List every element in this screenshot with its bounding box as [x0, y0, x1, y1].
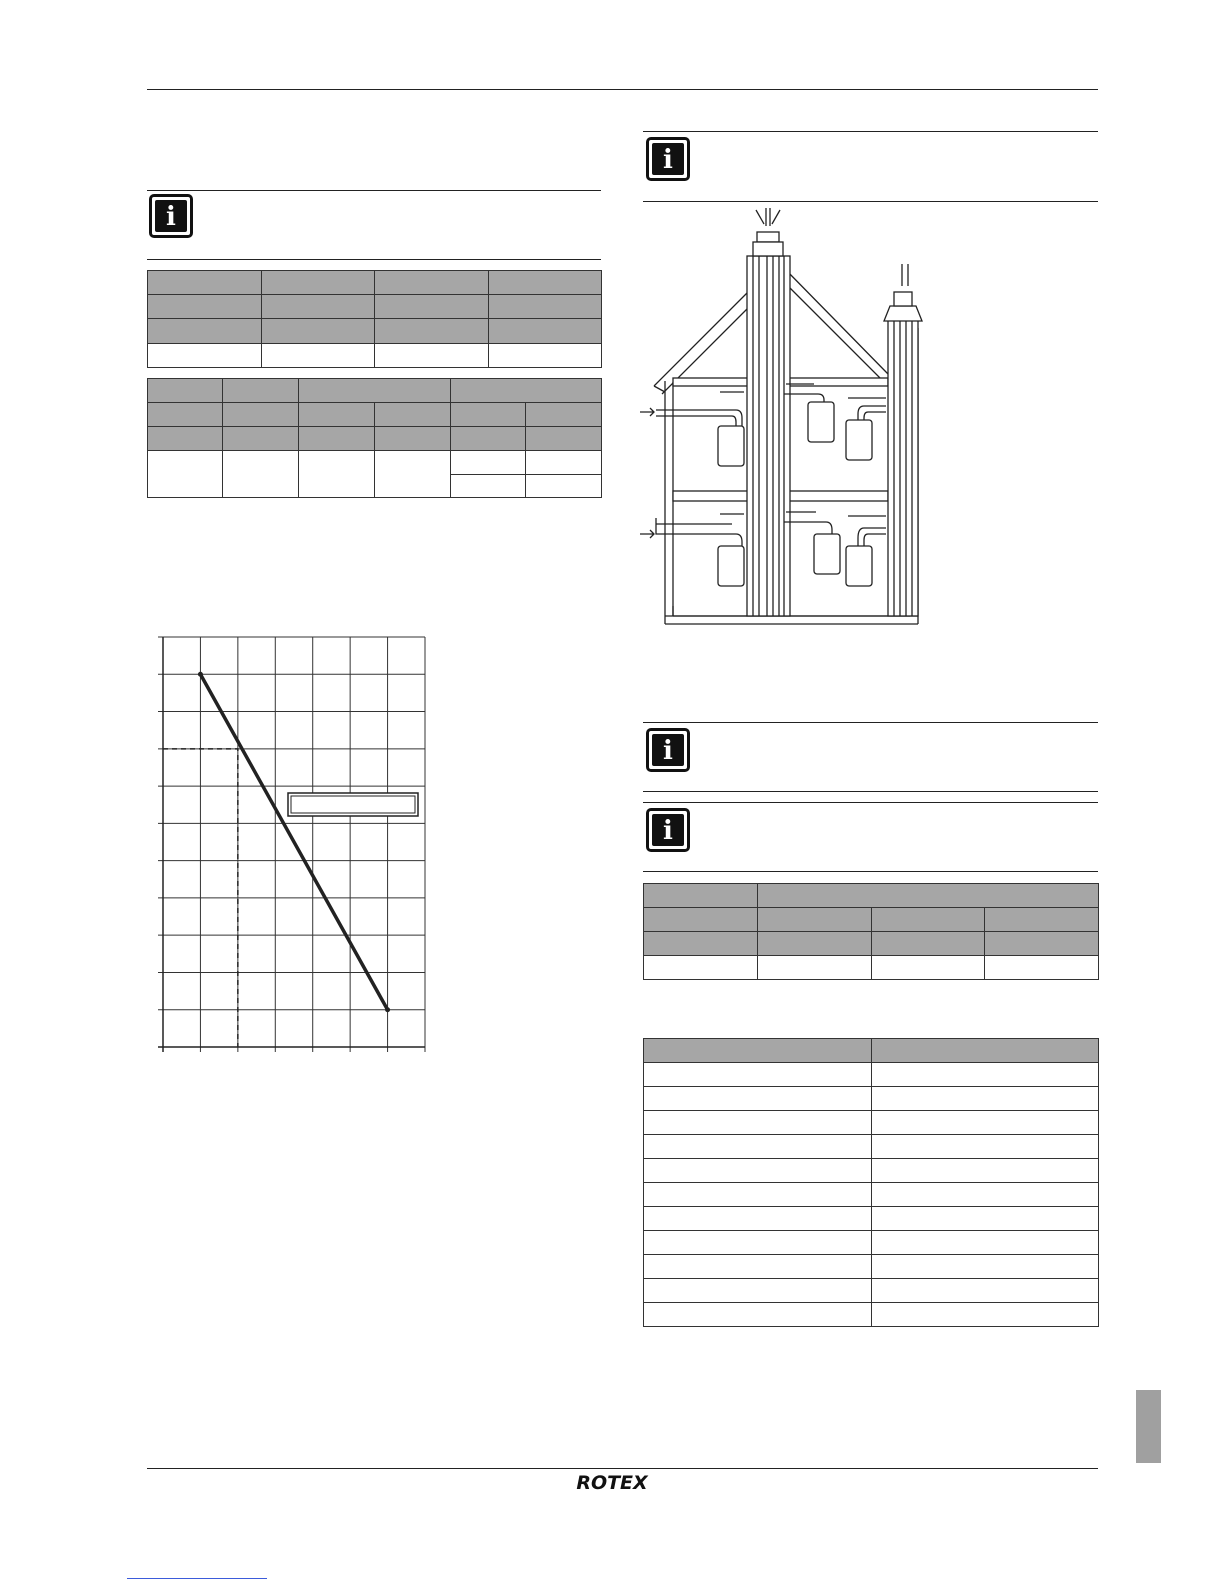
- series-line-characteristic: [200, 674, 387, 1009]
- arrow-right-icon: [640, 530, 654, 538]
- table-row: [644, 1087, 1099, 1111]
- floor-slab: [673, 378, 755, 386]
- table-row: [644, 1303, 1099, 1327]
- table-c: [643, 883, 1099, 980]
- flue-pipe: [784, 522, 832, 534]
- floor-slab: [784, 378, 888, 386]
- table-row: [148, 344, 602, 368]
- boiler-unit: [718, 546, 744, 586]
- header-rule: [147, 89, 1098, 90]
- roof-eave: [654, 386, 665, 392]
- table-row: [644, 1279, 1099, 1303]
- chimney-cap: [757, 232, 779, 242]
- note-rule-top: [643, 722, 1098, 723]
- flue-pipe: [656, 518, 742, 546]
- note-rule-bottom: [643, 871, 1098, 872]
- table-row: [148, 319, 602, 344]
- brand-logo: ROTEX: [576, 1472, 648, 1494]
- table-row: [644, 1039, 1099, 1063]
- info-icon: i: [646, 808, 690, 852]
- table-row: [644, 908, 1099, 932]
- boiler-unit: [808, 402, 834, 442]
- table-row: [148, 403, 602, 427]
- table-row: [644, 1135, 1099, 1159]
- info-icon: i: [646, 137, 690, 181]
- table-row: [644, 1111, 1099, 1135]
- floor-slab: [784, 491, 888, 501]
- table-row: [148, 295, 602, 319]
- boiler-unit: [846, 546, 872, 586]
- flue-installation-diagram: [636, 206, 936, 628]
- footer-rule: [147, 1468, 1098, 1469]
- data-point: [198, 672, 203, 677]
- chimney-cap: [753, 242, 783, 256]
- chimney-right: [888, 316, 918, 616]
- table-d: [643, 1038, 1099, 1327]
- table-row: [644, 1231, 1099, 1255]
- table-row: [148, 379, 602, 403]
- footer-link-underline[interactable]: [127, 1578, 267, 1579]
- table-b: [147, 378, 602, 498]
- table-row: [644, 932, 1099, 956]
- chimney-cap: [894, 292, 912, 306]
- flue-pipe: [858, 406, 886, 420]
- boiler-unit: [718, 426, 744, 466]
- table-row: [148, 271, 602, 295]
- house-outline: [665, 328, 918, 624]
- table-row: [644, 1063, 1099, 1087]
- boiler-unit: [814, 534, 840, 574]
- arrow-down-icon: [902, 264, 908, 286]
- boiler-unit: [846, 420, 872, 460]
- note-rule-bottom: [643, 201, 1098, 202]
- flue-pipe: [656, 410, 742, 426]
- table-a: [147, 270, 602, 368]
- table-row: [148, 427, 602, 451]
- note-rule-bottom: [643, 791, 1098, 792]
- arrow-right-icon: [640, 408, 654, 416]
- table-row: [644, 1207, 1099, 1231]
- chapter-side-tab: [1136, 1390, 1161, 1463]
- table-row: [644, 1159, 1099, 1183]
- line-chart: [140, 628, 440, 1058]
- info-icon: i: [149, 194, 193, 238]
- note-rule-top: [643, 131, 1098, 132]
- table-row: [644, 884, 1099, 908]
- table-row: [148, 451, 602, 475]
- floor-slab: [673, 491, 755, 501]
- arrow-down-icon: [756, 208, 780, 226]
- table-row: [644, 1255, 1099, 1279]
- chimney-cap: [884, 306, 922, 321]
- flue-pipe: [858, 528, 886, 546]
- table-row: [644, 1183, 1099, 1207]
- info-icon: i: [646, 728, 690, 772]
- table-row: [644, 956, 1099, 980]
- data-point: [385, 1007, 390, 1012]
- note-rule-bottom: [147, 259, 601, 260]
- note-rule-top: [643, 802, 1098, 803]
- roof-right: [784, 268, 888, 382]
- note-rule-top: [147, 190, 601, 191]
- dimension-line: [720, 512, 886, 516]
